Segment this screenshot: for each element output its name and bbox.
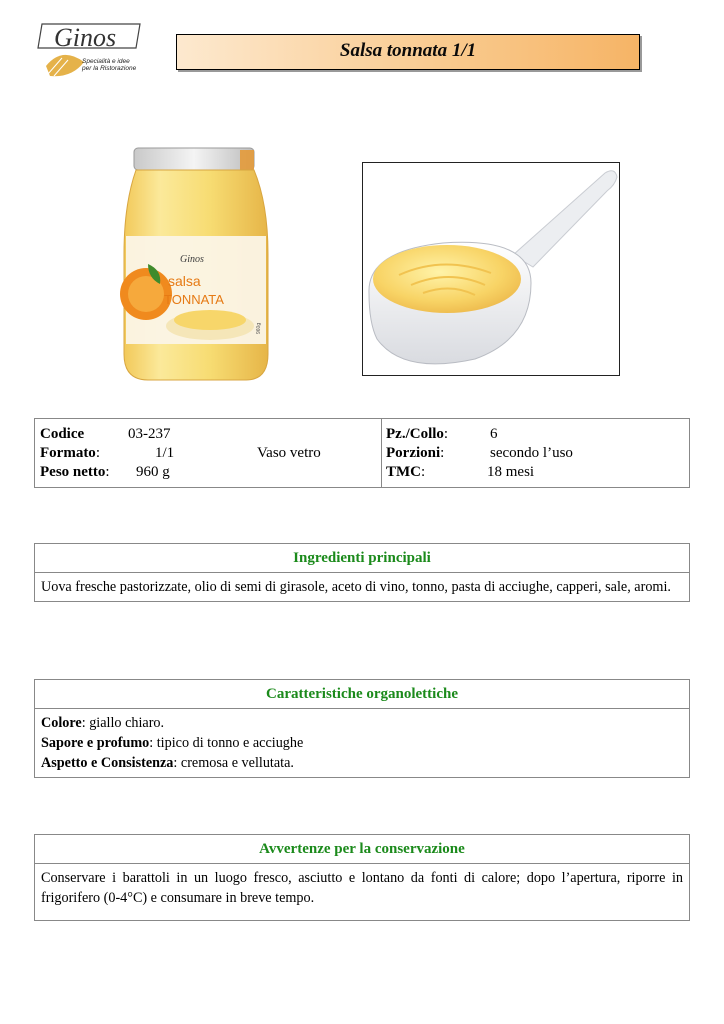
formato-label: Formato bbox=[40, 445, 96, 461]
porzioni-value: secondo l’uso bbox=[490, 445, 573, 461]
codice-label: Codice bbox=[40, 426, 85, 442]
colore-line bbox=[41, 713, 683, 733]
colore-value: : giallo chiaro. bbox=[81, 715, 165, 731]
page-title: Salsa tonnata 1/1 bbox=[339, 40, 477, 61]
caratteristiche-body bbox=[35, 709, 689, 777]
svg-text:TONNATA: TONNATA bbox=[164, 292, 224, 307]
ingredienti-section bbox=[34, 543, 690, 602]
logo-tagline-2: per la Ristorazione bbox=[82, 65, 137, 72]
avvertenze-text: Conservare i barattoli in un luogo fresco, asciutto e lontano da fonti di calore; dopo l’apertura, riporre in frigorifero (0-4°C) e consumare in breve tempo. bbox=[41, 870, 683, 906]
codice-row bbox=[40, 425, 84, 443]
avvertenze-heading: Avvertenze per la conservazione bbox=[35, 835, 689, 864]
product-jar-image bbox=[118, 144, 274, 384]
porzioni-label: Porzioni bbox=[386, 445, 441, 461]
formato-extra: Vaso vetro bbox=[257, 445, 321, 461]
svg-text:salsa: salsa bbox=[168, 273, 201, 289]
aspetto-label: Aspetto e Consistenza bbox=[41, 755, 174, 771]
pz-value: 6 bbox=[490, 426, 498, 442]
aspetto-value: : cremosa e vellutata. bbox=[173, 755, 294, 771]
title-banner bbox=[176, 34, 640, 70]
peso-value: 960 g bbox=[136, 464, 170, 480]
logo-tagline-1: Specialità e idee bbox=[82, 58, 130, 65]
sapore-value: : tipico di tonno e acciughe bbox=[149, 735, 304, 751]
ingredienti-heading: Ingredienti principali bbox=[35, 544, 689, 573]
colore-label: Colore bbox=[41, 715, 82, 731]
svg-text:960g: 960g bbox=[256, 322, 262, 334]
caratteristiche-section bbox=[34, 679, 690, 778]
pz-row bbox=[386, 425, 448, 443]
svg-text:Ginos: Ginos bbox=[180, 254, 204, 265]
codice-value: 03-237 bbox=[128, 426, 171, 442]
formato-row bbox=[40, 444, 100, 462]
formato-colon: : bbox=[95, 445, 100, 461]
peso-row bbox=[40, 463, 110, 481]
tmc-label: TMC bbox=[386, 464, 421, 480]
brand-logo bbox=[32, 18, 152, 84]
tmc-value: 18 mesi bbox=[487, 464, 535, 480]
ingredienti-text: Uova fresche pastorizzate, olio di semi di girasole, aceto di vino, tonno, pasta di acciughe, capperi, sale, aromi. bbox=[41, 579, 671, 595]
sapore-line bbox=[41, 733, 683, 753]
tmc-colon: : bbox=[421, 464, 426, 480]
product-serving-image bbox=[362, 162, 620, 376]
sapore-label: Sapore e profumo bbox=[41, 735, 150, 751]
peso-colon: : bbox=[105, 464, 110, 480]
formato-value: 1/1 bbox=[155, 445, 175, 461]
info-right-column bbox=[382, 419, 689, 487]
aspetto-line bbox=[41, 753, 683, 773]
logo-graphic bbox=[32, 18, 152, 84]
logo-brand-text: Ginos bbox=[54, 23, 117, 52]
caratteristiche-heading: Caratteristiche organolettiche bbox=[35, 680, 689, 709]
avvertenze-section bbox=[34, 834, 690, 921]
info-left-column bbox=[35, 419, 382, 487]
pz-label: Pz./Collo bbox=[386, 426, 444, 442]
peso-label: Peso netto bbox=[40, 464, 106, 480]
product-info-table bbox=[34, 418, 690, 488]
pz-colon: : bbox=[443, 426, 449, 442]
porzioni-colon: : bbox=[440, 445, 445, 461]
tmc-row bbox=[386, 463, 425, 481]
porzioni-row bbox=[386, 444, 444, 462]
